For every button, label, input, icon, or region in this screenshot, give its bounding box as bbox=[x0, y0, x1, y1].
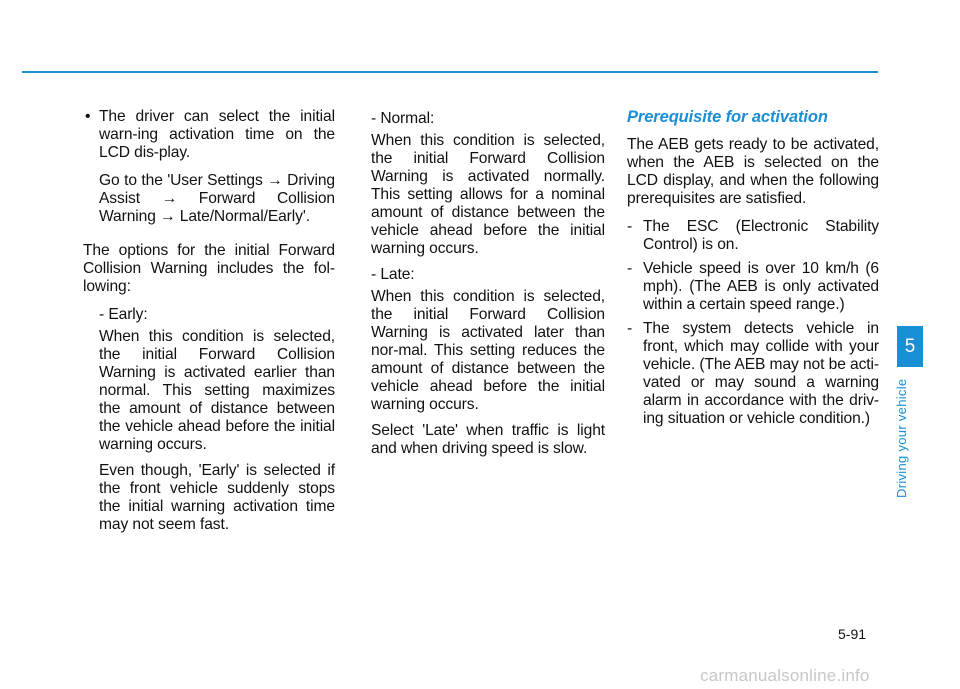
bullet-item bbox=[83, 108, 335, 162]
prerequisite-text: Vehicle speed is over 10 km/h (6 mph). (The AEB is only activated within a certain speed range.) bbox=[643, 260, 879, 313]
dash-marker: - bbox=[627, 260, 633, 277]
column-1 bbox=[83, 108, 335, 542]
prerequisite-item bbox=[627, 320, 879, 428]
dash-marker: - bbox=[627, 320, 633, 337]
bullet-text: The driver can select the initial warn-ing activation time on the LCD dis-play. bbox=[99, 108, 335, 161]
dash-marker: - bbox=[627, 218, 633, 235]
prerequisite-item bbox=[627, 218, 879, 254]
option-normal-description: When this condition is selected, the initial Forward Collision Warning is activated normally. This setting allows for a nominal amount of distance between the vehicle ahead before the initial warning occurs. bbox=[371, 132, 605, 257]
header-rule bbox=[22, 71, 878, 73]
watermark: carmanualsonline.info bbox=[700, 666, 870, 685]
option-late-description: When this condition is selected, the initial Forward Collision Warning is activated later than nor-mal. This setting reduces the amount of distance between the vehicle ahead before the initial warning occurs. bbox=[371, 288, 605, 413]
chapter-title-vertical: Driving your vehicle bbox=[894, 378, 909, 498]
option-late-note: Select 'Late' when traffic is light and when driving speed is slow. bbox=[371, 422, 605, 457]
option-normal-label: - Normal: bbox=[371, 110, 435, 127]
bullet-dot-icon: • bbox=[85, 108, 91, 125]
column-2 bbox=[355, 110, 605, 466]
page-number: 5-91 bbox=[838, 626, 867, 642]
option-early-label: - Early: bbox=[99, 306, 148, 323]
column-3 bbox=[627, 108, 879, 434]
options-intro: The options for the initial Forward Collision Warning includes the fol-lowing: bbox=[83, 242, 335, 295]
option-early-note: Even though, 'Early' is selected if the front vehicle suddenly stops the initial warning activation time may not seem fast. bbox=[99, 462, 335, 533]
chapter-number-tab: 5 bbox=[897, 326, 923, 367]
prerequisite-text: The ESC (Electronic Stability Control) is on. bbox=[643, 218, 879, 253]
option-late-label: - Late: bbox=[371, 266, 415, 283]
prerequisite-item bbox=[627, 260, 879, 314]
prerequisite-intro: The AEB gets ready to be activated, when the AEB is selected on the LCD display, and when the following prerequisites are satisfied. bbox=[627, 136, 879, 207]
prerequisite-text: The system detects vehicle in front, which may collide with your vehicle. (The AEB may not be acti-vated or may sound a warning alarm in accordance with the driv-ing situation or vehicle condition.) bbox=[643, 320, 879, 427]
menu-path-text: Go to the 'User Settings → Driving Assist → Forward Collision Warning → Late/Normal/Early'. bbox=[99, 172, 335, 225]
option-early-description: When this condition is selected, the initial Forward Collision Warning is activated earlier than normal. This setting maximizes the amount of distance between the vehicle ahead before the initial warning occurs. bbox=[99, 328, 335, 453]
section-heading: Prerequisite for activation bbox=[627, 108, 828, 126]
